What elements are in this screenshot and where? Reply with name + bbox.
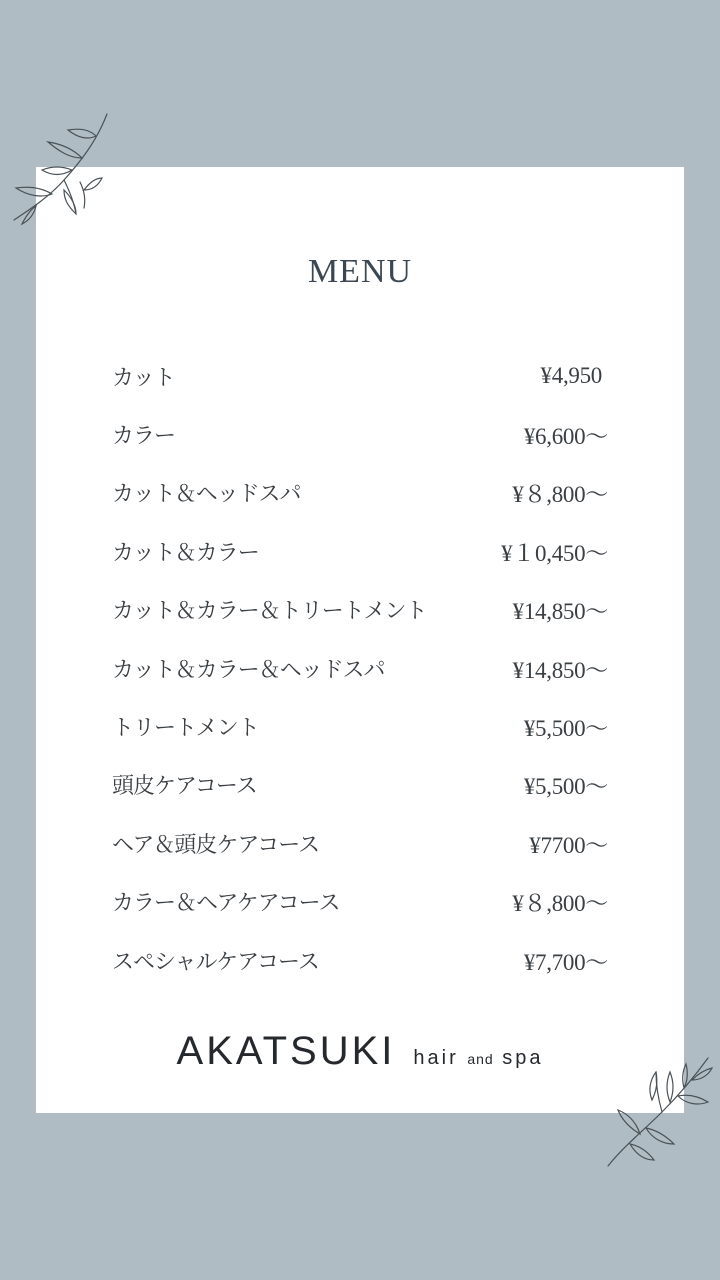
menu-item [112,639,608,697]
menu-title: MENU [307,253,413,290]
menu-item-name: カット [112,365,175,391]
menu-item [112,347,608,405]
menu-item [112,522,608,580]
menu-item-name: ヘア＆頭皮ケアコース [112,832,320,858]
menu-item-price: ¥7700〜 [529,832,608,858]
menu-item [112,931,608,989]
brand-subtitle [413,1047,543,1070]
menu-list [112,347,608,989]
menu-item-price: ¥14,850〜 [512,599,608,625]
menu-item [112,405,608,463]
menu-item [112,814,608,872]
brand-sub-spa: spa [502,1047,544,1069]
brand-sub-and: and [467,1051,494,1067]
menu-item [112,873,608,931]
menu-item-name: カラー [112,424,176,450]
menu-item-name: 頭皮ケアコース [112,774,257,800]
menu-item-price: ¥14,850〜 [512,657,608,683]
menu-item-name: カラー＆ヘアケアコース [112,891,340,917]
menu-item-name: スペシャルケアコース [112,949,319,975]
menu-item-name: カット＆カラー [112,540,259,566]
brand-sub-hair: hair [413,1047,459,1069]
menu-item-price: ¥5,500〜 [523,774,608,800]
menu-item-price: ¥5,500〜 [523,716,608,742]
menu-item-price: ¥８,800〜 [512,891,608,917]
menu-item-price: ¥８,800〜 [512,482,608,508]
menu-item-price: ¥7,700〜 [523,949,608,975]
menu-item [112,756,608,814]
menu-item-name: カット＆カラー＆ヘッドスパ [112,657,385,683]
menu-card [36,167,684,1113]
menu-item-price: ¥4,950 [540,363,602,389]
leaf-branch-icon [2,110,112,230]
brand-logo [36,1029,684,1074]
menu-item-name: カット＆ヘッドスパ [112,482,301,508]
menu-item-price: ¥6,600〜 [523,424,608,450]
leaf-branch-icon [600,1050,715,1170]
menu-item-price: ¥１0,450〜 [501,540,608,566]
menu-item [112,697,608,755]
menu-item [112,464,608,522]
menu-item [112,581,608,639]
menu-item-name: カット＆カラー＆トリートメント [112,599,427,625]
menu-item-name: トリートメント [112,716,259,742]
brand-name: AKATSUKI [176,1029,396,1073]
